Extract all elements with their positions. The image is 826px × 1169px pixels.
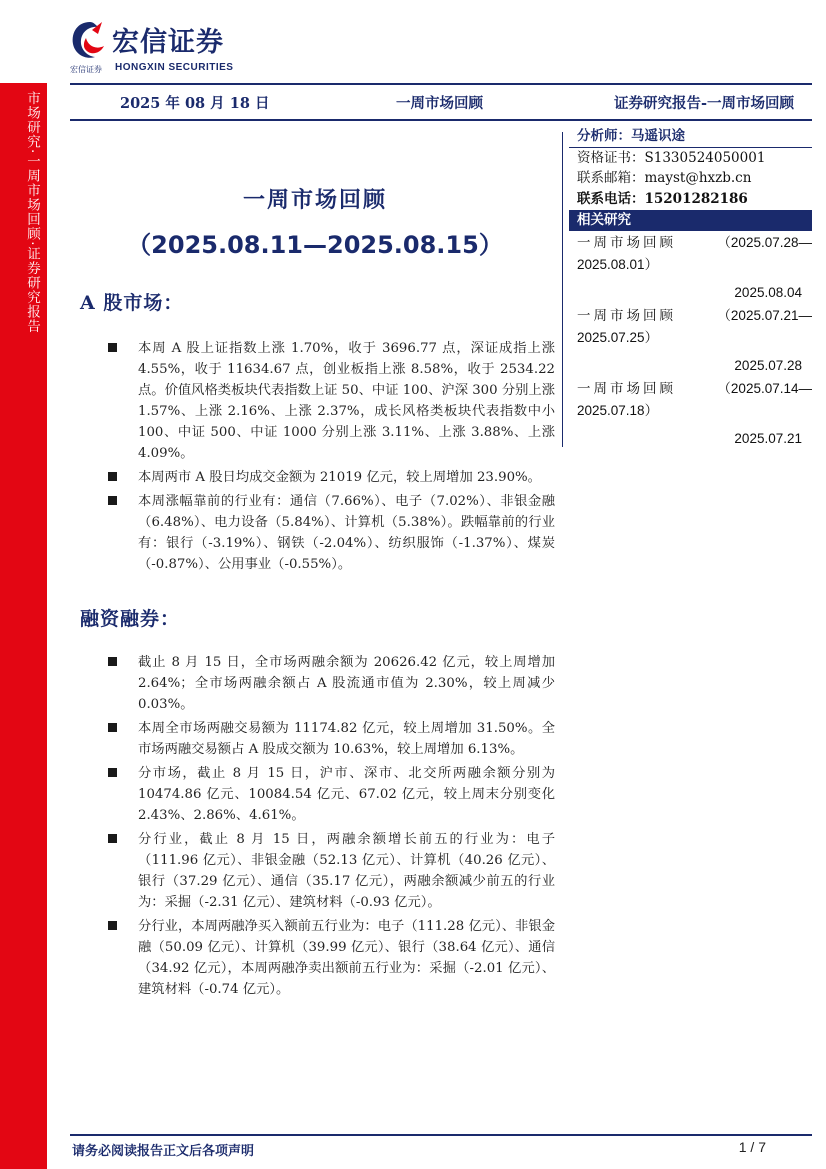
- page-number: 1 / 7: [738, 1139, 766, 1155]
- list-item: 本周两市 A 股日均成交金额为 21019 亿元，较上周增加 23.90%。: [108, 467, 555, 488]
- a-share-bullet-list: [108, 338, 555, 575]
- list-item: 本周涨幅靠前的行业有：通信（7.66%）、电子（7.02%）、非银金融（6.48%）、电力设备（5.84%）、计算机（5.38%）。跌幅靠前的行业有：银行（-3.19%）、钢铁（-2.04%）、纺织服饰（-1.37%）、煤炭（-0.87%）、公用事业（-0.55%）。: [108, 491, 555, 575]
- related-research-item[interactable]: 一周市场回顾 （2025.07.28— 2025.08.01） 2025.08.04: [569, 231, 812, 304]
- report-header-bar: [70, 83, 812, 121]
- right-panel-divider: [562, 132, 563, 447]
- related-research-date: 2025.07.28: [734, 358, 802, 373]
- analyst-cert: 资格证书：S1330524050001: [569, 147, 812, 168]
- related-research-date: 2025.08.04: [734, 285, 802, 300]
- analyst-phone: 联系电话：15201282186: [577, 191, 748, 207]
- margin-trading-bullet-list: [108, 652, 555, 1000]
- list-item: 截止 8 月 15 日，全市场两融余额为 20626.42 亿元，较上周增加 2.64%；全市场两融余额占 A 股流通市值为 2.30%，较上周减少 0.03%。: [108, 652, 555, 715]
- square-bullet-icon: [108, 343, 117, 352]
- list-item: 本周全市场两融交易额为 11174.82 亿元，较上周增加 31.50%。全市场两融交易额占 A 股成交额为 10.63%，较上周增加 6.13%。: [108, 718, 555, 760]
- related-research-item[interactable]: 一周市场回顾 （2025.07.14— 2025.07.18） 2025.07.21: [569, 377, 812, 450]
- logo-mark-icon: [68, 18, 108, 64]
- list-item: 分市场，截止 8 月 15 日，沪市、深市、北交所两融余额分别为 10474.86 亿元、10084.54 亿元、67.02 亿元，较上周末分别变化 2.43%、2.86%、4.61%。: [108, 763, 555, 826]
- related-research-header: 相关研究: [569, 210, 812, 231]
- list-item: 本周 A 股上证指数上涨 1.70%，收于 3696.77 点，深证成指上涨 4.55%，收于 11634.67 点，创业板指上涨 8.58%，收于 2534.22 点。价值风格类板块代表指数上证 50、中证 100、沪深 300 分别上涨 1.57%、上涨 2.16%、上涨 2.37%，成长风格类板块代表指数中小 100、中证 500、中证 1000 分别上涨 3.11%、上涨 3.88%、上涨 4.09%。: [108, 338, 555, 464]
- analyst-panel: [569, 126, 812, 450]
- square-bullet-icon: [108, 657, 117, 666]
- left-sidebar-band: [0, 83, 47, 1169]
- section-heading-a-share: A 股市场：: [80, 292, 184, 314]
- logo-sub-name-cn: 宏信证券: [70, 65, 102, 74]
- report-category: 一周市场回顾: [396, 94, 483, 112]
- list-item: 分行业，截止 8 月 15 日，两融余额增长前五的行业为：电子（111.96 亿元）、非银金融（52.13 亿元）、计算机（40.26 亿元）、银行（37.29 亿元）、通信（35.17 亿元），两融余额减少前五的行业为：采掘（-2.31 亿元）、建筑材料（-0.93 亿元）。: [108, 829, 555, 913]
- square-bullet-icon: [108, 768, 117, 777]
- analyst-email[interactable]: 联系邮箱：mayst@hxzb.cn: [577, 170, 752, 186]
- list-item: 分行业，本周两融净买入额前五行业为：电子（111.28 亿元）、非银金融（50.09 亿元）、计算机（39.99 亿元）、银行（38.64 亿元）、通信（34.92 亿元），本周两融净卖出额前五行业为：采掘（-2.01 亿元）、建筑材料（-0.74 亿元）。: [108, 916, 555, 1000]
- logo-name-cn: 宏信证券: [112, 27, 224, 58]
- footer-rule: [70, 1134, 812, 1136]
- related-research-item[interactable]: 一周市场回顾 （2025.07.21— 2025.07.25） 2025.07.28: [569, 304, 812, 377]
- company-logo: [68, 18, 248, 76]
- square-bullet-icon: [108, 834, 117, 843]
- analyst-name: 分析师：马遥识途: [577, 128, 685, 144]
- sidebar-vertical-text: 市场研究·一周市场回顾·证券研究报告: [24, 91, 40, 334]
- square-bullet-icon: [108, 921, 117, 930]
- report-type: 证券研究报告-一周市场回顾: [613, 94, 794, 112]
- square-bullet-icon: [108, 496, 117, 505]
- square-bullet-icon: [108, 472, 117, 481]
- page-title: 一周市场回顾: [242, 187, 387, 213]
- footer-disclaimer: 请务必阅读报告正文后各项声明: [72, 1144, 255, 1159]
- logo-name-en: HONGXIN SECURITIES: [115, 62, 234, 73]
- square-bullet-icon: [108, 723, 117, 732]
- related-research-date: 2025.07.21: [734, 431, 802, 446]
- section-heading-margin-trading: 融资融券：: [80, 608, 181, 630]
- page-subtitle-date-range: （2025.08.11—2025.08.15）: [127, 231, 503, 259]
- report-date: 2025 年 08 月 18 日: [120, 94, 270, 112]
